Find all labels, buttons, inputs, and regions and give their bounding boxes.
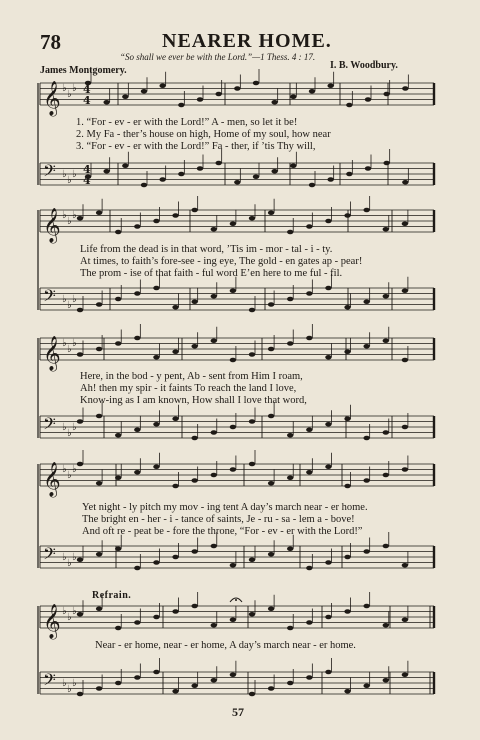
- author-credit: James Montgomery.: [40, 65, 127, 76]
- flat-icon: ♭: [67, 470, 72, 481]
- note-head: [306, 224, 312, 229]
- note-head: [383, 544, 389, 549]
- note-head: [211, 544, 217, 549]
- time-signature: 4: [83, 174, 91, 187]
- note-head: [325, 286, 331, 291]
- flat-icon: ♭: [72, 552, 77, 563]
- note-head: [178, 172, 184, 177]
- note-head: [344, 555, 350, 560]
- note-head: [344, 609, 350, 614]
- flat-icon: ♭: [72, 83, 77, 94]
- note-head: [346, 103, 352, 108]
- note-head: [153, 560, 159, 565]
- note-head: [402, 617, 408, 622]
- note-head: [211, 338, 217, 343]
- note-head: [268, 481, 274, 486]
- note-head: [383, 623, 389, 628]
- note-head: [197, 166, 203, 171]
- note-head: [96, 686, 102, 691]
- note-head: [172, 213, 178, 218]
- note-head: [77, 462, 83, 467]
- note-head: [211, 623, 217, 628]
- note-head: [365, 166, 371, 171]
- bass-clef-icon: 𝄢: [43, 285, 56, 310]
- flat-icon: ♭: [72, 606, 77, 617]
- note-head: [211, 430, 217, 435]
- lyric-line-3-1: Here, in the bod - y pent, Ab - sent from Him I roam,: [80, 371, 303, 382]
- note-head: [268, 414, 274, 419]
- page-number: 57: [232, 705, 244, 719]
- note-head: [191, 344, 197, 349]
- note-head: [77, 612, 83, 617]
- note-head: [402, 425, 408, 430]
- note-head: [141, 183, 147, 188]
- lyric-line-2-1: Life from the dead is in that word, ’Tis im - mor - tal - i - ty.: [80, 244, 333, 255]
- note-head: [159, 177, 165, 182]
- note-head: [96, 481, 102, 486]
- note-head: [363, 549, 369, 554]
- note-head: [287, 546, 293, 551]
- note-head: [402, 288, 408, 293]
- treble-clef-icon: 𝄞: [43, 604, 61, 639]
- note-head: [77, 216, 83, 221]
- note-head: [325, 355, 331, 360]
- note-head: [249, 419, 255, 424]
- note-head: [271, 169, 277, 174]
- lyric-line-4-2: The bright en - her - i - tance of saints, Je - ru - sa - lem a - bove!: [82, 514, 355, 525]
- time-signature: 4: [83, 163, 91, 176]
- note-head: [402, 358, 408, 363]
- note-head: [325, 422, 331, 427]
- flat-icon: ♭: [62, 606, 67, 617]
- flat-icon: ♭: [67, 89, 72, 100]
- note-head: [287, 230, 293, 235]
- note-head: [402, 467, 408, 472]
- note-head: [230, 467, 236, 472]
- note-head: [172, 484, 178, 489]
- note-head: [268, 302, 274, 307]
- note-head: [344, 349, 350, 354]
- flat-icon: ♭: [72, 464, 77, 475]
- note-head: [287, 433, 293, 438]
- lyric-line-2-2: At times, to faith’s fore-see - ing eye, The gold - en gates ap - pear!: [80, 256, 363, 267]
- note-head: [268, 686, 274, 691]
- flat-icon: ♭: [72, 294, 77, 305]
- hymn-number: 78: [40, 30, 61, 54]
- note-head: [191, 478, 197, 483]
- note-head: [96, 606, 102, 611]
- note-head: [115, 433, 121, 438]
- note-head: [249, 352, 255, 357]
- note-head: [103, 169, 109, 174]
- flat-icon: ♭: [67, 612, 72, 623]
- flat-icon: ♭: [67, 428, 72, 439]
- note-head: [96, 210, 102, 215]
- flat-icon: ♭: [62, 294, 67, 305]
- note-head: [365, 97, 371, 102]
- note-head: [249, 216, 255, 221]
- note-head: [153, 615, 159, 620]
- lyric-line-1-2: 2. My Fa - ther’s house on high, Home of my soul, how near: [76, 129, 331, 140]
- treble-clef-icon: 𝄞: [43, 81, 61, 116]
- note-head: [159, 83, 165, 88]
- note-head: [215, 161, 221, 166]
- flat-icon: ♭: [62, 678, 67, 689]
- note-head: [363, 683, 369, 688]
- note-head: [325, 560, 331, 565]
- note-head: [153, 219, 159, 224]
- note-head: [153, 670, 159, 675]
- note-head: [115, 297, 121, 302]
- note-head: [230, 672, 236, 677]
- note-head: [344, 484, 350, 489]
- note-head: [172, 305, 178, 310]
- note-head: [134, 427, 140, 432]
- note-head: [122, 94, 128, 99]
- note-head: [96, 414, 102, 419]
- lyric-line-4-1: Yet night - ly pitch my mov - ing tent A day’s march near - er home.: [82, 502, 368, 513]
- note-head: [134, 470, 140, 475]
- note-head: [153, 464, 159, 469]
- hymn-title: NEARER HOME.: [162, 30, 332, 52]
- note-head: [363, 299, 369, 304]
- note-head: [96, 302, 102, 307]
- note-head: [383, 161, 389, 166]
- note-head: [191, 604, 197, 609]
- note-head: [325, 615, 331, 620]
- note-head: [230, 358, 236, 363]
- note-head: [153, 355, 159, 360]
- note-head: [96, 552, 102, 557]
- lyric-line-refrain: Near - er home, near - er home, A day’s march near - er home.: [95, 640, 356, 651]
- lyric-line-1-1: 1. “For - ev - er with the Lord!” A - men, so let it be!: [76, 117, 298, 128]
- note-head: [402, 672, 408, 677]
- note-head: [191, 208, 197, 213]
- flat-icon: ♭: [62, 422, 67, 433]
- note-head: [287, 626, 293, 631]
- flat-icon: ♭: [72, 169, 77, 180]
- flat-icon: ♭: [62, 169, 67, 180]
- flat-icon: ♭: [67, 216, 72, 227]
- note-head: [268, 347, 274, 352]
- note-head: [344, 689, 350, 694]
- note-head: [306, 336, 312, 341]
- note-head: [211, 294, 217, 299]
- flat-icon: ♭: [62, 464, 67, 475]
- fermata-dot: [235, 599, 237, 601]
- note-head: [271, 100, 277, 105]
- note-head: [306, 291, 312, 296]
- note-head: [172, 689, 178, 694]
- note-head: [402, 180, 408, 185]
- note-head: [211, 227, 217, 232]
- flat-icon: ♭: [72, 422, 77, 433]
- flat-icon: ♭: [62, 552, 67, 563]
- time-signature: 4: [83, 94, 91, 107]
- note-head: [309, 183, 315, 188]
- note-head: [134, 675, 140, 680]
- note-head: [134, 566, 140, 571]
- note-head: [306, 675, 312, 680]
- note-head: [234, 86, 240, 91]
- note-head: [230, 563, 236, 568]
- bass-clef-icon: 𝄢: [43, 160, 56, 185]
- note-head: [309, 89, 315, 94]
- flat-icon: ♭: [72, 210, 77, 221]
- note-head: [234, 180, 240, 185]
- note-head: [134, 224, 140, 229]
- note-head: [253, 81, 259, 86]
- note-head: [327, 83, 333, 88]
- note-head: [306, 470, 312, 475]
- note-head: [115, 341, 121, 346]
- note-head: [96, 347, 102, 352]
- note-head: [363, 478, 369, 483]
- note-head: [115, 681, 121, 686]
- treble-clef-icon: 𝄞: [43, 336, 61, 371]
- epigraph: “So shall we ever be with the Lord.”—1 Thess. 4 : 17.: [120, 52, 316, 62]
- note-head: [253, 174, 259, 179]
- flat-icon: ♭: [72, 338, 77, 349]
- note-head: [230, 425, 236, 430]
- note-head: [211, 473, 217, 478]
- note-head: [287, 475, 293, 480]
- note-head: [230, 288, 236, 293]
- note-head: [172, 555, 178, 560]
- note-head: [325, 670, 331, 675]
- note-head: [306, 620, 312, 625]
- flat-icon: ♭: [67, 300, 72, 311]
- note-head: [402, 221, 408, 226]
- note-head: [77, 557, 83, 562]
- note-head: [191, 683, 197, 688]
- note-head: [287, 297, 293, 302]
- note-head: [268, 552, 274, 557]
- note-head: [327, 177, 333, 182]
- note-head: [346, 172, 352, 177]
- note-head: [383, 473, 389, 478]
- note-head: [230, 221, 236, 226]
- flat-icon: ♭: [72, 678, 77, 689]
- note-head: [325, 464, 331, 469]
- treble-clef-icon: 𝄞: [43, 462, 61, 497]
- note-head: [215, 92, 221, 97]
- note-head: [249, 692, 255, 697]
- note-head: [141, 89, 147, 94]
- flat-icon: ♭: [67, 175, 72, 186]
- note-head: [287, 681, 293, 686]
- note-head: [115, 475, 121, 480]
- note-head: [363, 208, 369, 213]
- note-head: [77, 692, 83, 697]
- bass-clef-icon: 𝄢: [43, 413, 56, 438]
- note-head: [134, 620, 140, 625]
- note-head: [197, 97, 203, 102]
- flat-icon: ♭: [62, 338, 67, 349]
- note-head: [402, 86, 408, 91]
- note-head: [363, 604, 369, 609]
- note-head: [287, 341, 293, 346]
- note-head: [230, 617, 236, 622]
- bass-clef-icon: 𝄢: [43, 543, 56, 568]
- note-head: [115, 230, 121, 235]
- note-head: [77, 308, 83, 313]
- refrain-label: Refrain.: [92, 590, 132, 601]
- note-head: [115, 626, 121, 631]
- note-head: [191, 549, 197, 554]
- note-head: [103, 100, 109, 105]
- note-head: [344, 305, 350, 310]
- note-head: [153, 422, 159, 427]
- note-head: [178, 103, 184, 108]
- note-head: [249, 612, 255, 617]
- note-head: [77, 352, 83, 357]
- note-head: [290, 94, 296, 99]
- note-head: [249, 462, 255, 467]
- lyric-line-2-3: The prom - ise of that faith - ful word E’en here to me ful - fil.: [80, 268, 343, 279]
- lyric-line-3-3: Know-ing as I am known, How shall I love that word,: [80, 395, 307, 406]
- note-head: [363, 436, 369, 441]
- flat-icon: ♭: [62, 210, 67, 221]
- note-head: [172, 416, 178, 421]
- flat-icon: ♭: [67, 684, 72, 695]
- note-head: [191, 299, 197, 304]
- flat-icon: ♭: [67, 344, 72, 355]
- note-head: [383, 430, 389, 435]
- flat-icon: ♭: [62, 83, 67, 94]
- note-head: [363, 344, 369, 349]
- note-head: [122, 163, 128, 168]
- note-head: [172, 609, 178, 614]
- flat-icon: ♭: [67, 558, 72, 569]
- note-head: [383, 227, 389, 232]
- treble-clef-icon: 𝄞: [43, 208, 61, 243]
- note-head: [249, 557, 255, 562]
- note-head: [402, 563, 408, 568]
- note-head: [344, 416, 350, 421]
- note-head: [172, 349, 178, 354]
- note-head: [268, 210, 274, 215]
- bass-clef-icon: 𝄢: [43, 669, 56, 694]
- note-head: [383, 92, 389, 97]
- note-head: [306, 427, 312, 432]
- time-signature: 4: [83, 83, 91, 96]
- note-head: [383, 338, 389, 343]
- note-head: [306, 566, 312, 571]
- note-head: [191, 436, 197, 441]
- note-head: [77, 419, 83, 424]
- note-head: [383, 294, 389, 299]
- lyric-line-3-2: Ah! then my spir - it faints To reach the land I love,: [80, 383, 297, 394]
- note-head: [211, 678, 217, 683]
- note-head: [325, 219, 331, 224]
- note-head: [115, 546, 121, 551]
- note-head: [134, 291, 140, 296]
- lyric-line-4-3: And oft re - peat be - fore the throne, “For - ev - er with the Lord!”: [82, 526, 363, 537]
- note-head: [134, 336, 140, 341]
- note-head: [290, 163, 296, 168]
- note-head: [153, 286, 159, 291]
- note-head: [344, 213, 350, 218]
- note-head: [383, 678, 389, 683]
- note-head: [249, 308, 255, 313]
- lyric-line-1-3: 3. “For - ev - er with the Lord!” Fa - ther, if ’tis Thy will,: [76, 141, 316, 152]
- composer-credit: I. B. Woodbury.: [330, 60, 398, 71]
- note-head: [268, 606, 274, 611]
